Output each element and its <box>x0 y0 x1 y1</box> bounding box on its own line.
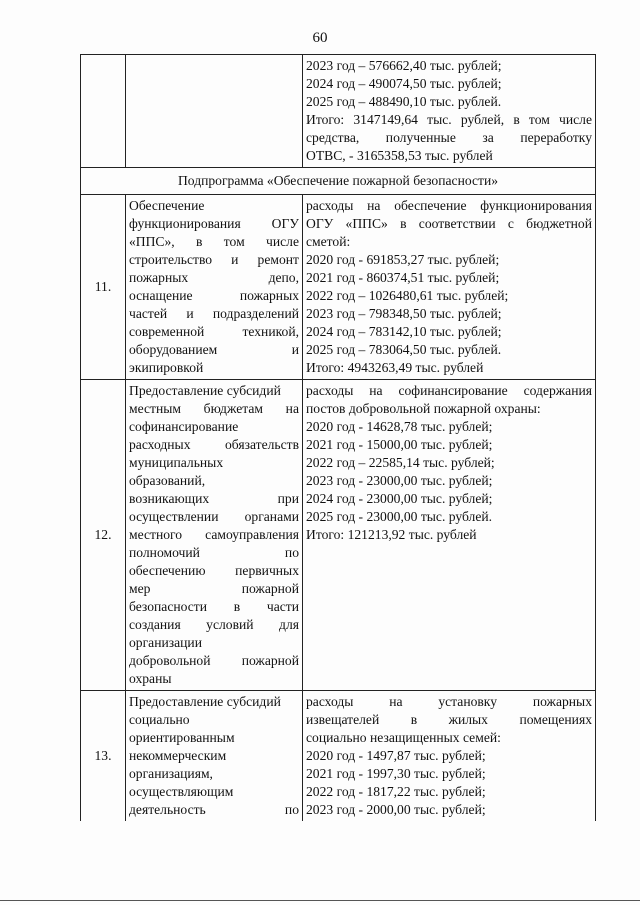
measure-name-cell <box>126 195 303 380</box>
name-line: Предоставление субсидий <box>129 383 281 398</box>
name-line: безопасности в части <box>129 599 299 614</box>
measure-name-cell <box>126 380 303 691</box>
financing-line: 2022 год – 22585,14 тыс. рублей; <box>306 455 495 470</box>
name-line: социально <box>129 712 190 727</box>
financing-line: постов добровольной пожарной охраны: <box>306 401 541 416</box>
name-line: Предоставление субсидий <box>129 694 281 709</box>
page-bottom-edge <box>0 900 640 901</box>
program-table <box>80 54 596 821</box>
name-line: мер пожарной <box>129 581 299 596</box>
financing-line: расходы на софинансирование содержания <box>306 383 592 398</box>
financing-line: сметой: <box>306 234 351 249</box>
measure-name-cell <box>126 691 303 822</box>
name-line: добровольной пожарной <box>129 653 299 668</box>
name-line: ориентированным <box>129 730 235 745</box>
financing-line: 2025 год – 488490,10 тыс. рублей. <box>306 94 502 109</box>
name-line: местным бюджетам на <box>129 401 299 416</box>
financing-line: средства, полученные за переработку <box>306 130 592 145</box>
financing-cell <box>303 691 596 822</box>
name-line: расходных обязательств <box>129 437 299 452</box>
financing-line: 2022 год - 1817,22 тыс. рублей; <box>306 784 486 799</box>
name-line: оснащение пожарных <box>129 288 299 303</box>
name-line: осуществлении органами <box>129 509 299 524</box>
table-row <box>81 380 596 691</box>
name-line: «ППС», в том числе <box>129 234 299 249</box>
row-number-cell <box>81 55 126 168</box>
financing-line: 2024 год – 490074,50 тыс. рублей; <box>306 76 502 91</box>
row-number-cell: 13. <box>81 691 126 822</box>
name-line: пожарных депо, <box>129 270 299 285</box>
name-line: охраны <box>129 671 172 686</box>
name-line: создания условий для <box>129 617 299 632</box>
row-number-cell: 11. <box>81 195 126 380</box>
subprogram-title: Подпрограмма «Обеспечение пожарной безопасности» <box>81 168 596 195</box>
measure-name-cell <box>126 55 303 168</box>
table-row <box>81 691 596 822</box>
financing-line: Итого: 121213,92 тыс. рублей <box>306 527 477 542</box>
name-line: возникающих при <box>129 491 299 506</box>
financing-line: 2024 год - 23000,00 тыс. рублей; <box>306 491 493 506</box>
financing-line: Итого: 3147149,64 тыс. рублей, в том числе <box>306 112 592 127</box>
financing-line: 2023 год – 798348,50 тыс. рублей; <box>306 306 502 321</box>
financing-cell <box>303 55 596 168</box>
financing-line: 2025 год – 783064,50 тыс. рублей. <box>306 342 502 357</box>
financing-line: 2021 год - 860374,51 тыс. рублей; <box>306 270 500 285</box>
financing-line: 2023 год - 23000,00 тыс. рублей; <box>306 473 493 488</box>
name-line: современной техникой, <box>129 324 299 339</box>
financing-line: 2024 год – 783142,10 тыс. рублей; <box>306 324 502 339</box>
financing-line: 2023 год - 2000,00 тыс. рублей; <box>306 802 486 817</box>
name-line: Обеспечение <box>129 198 205 213</box>
name-line: некоммерческим <box>129 748 227 763</box>
name-line: организациям, <box>129 766 213 781</box>
financing-cell <box>303 195 596 380</box>
name-line: обеспечению первичных <box>129 563 299 578</box>
name-line: образований, <box>129 473 206 488</box>
financing-line: расходы на обеспечение функционирования <box>306 198 592 213</box>
financing-line: ОТВС, - 3165358,53 тыс. рублей <box>306 148 493 163</box>
financing-line: социально незащищенных семей: <box>306 730 501 745</box>
table-row <box>81 195 596 380</box>
name-line: экипировкой <box>129 360 204 375</box>
name-line: организации <box>129 635 202 650</box>
page-number: 60 <box>312 30 328 46</box>
name-line: деятельность по <box>129 802 299 817</box>
subprogram-row <box>81 168 596 195</box>
name-line: муниципальных <box>129 455 224 470</box>
financing-line: 2021 год - 15000,00 тыс. рублей; <box>306 437 493 452</box>
financing-line: 2020 год - 1497,87 тыс. рублей; <box>306 748 486 763</box>
financing-line: 2020 год - 691853,27 тыс. рублей; <box>306 252 500 267</box>
financing-cell <box>303 380 596 691</box>
financing-line: Итого: 4943263,49 тыс. рублей <box>306 360 484 375</box>
name-line: осуществляющим <box>129 784 234 799</box>
row-number-cell: 12. <box>81 380 126 691</box>
table-row <box>81 55 596 168</box>
name-line: частей и подразделений <box>129 306 299 321</box>
name-line: софинансирование <box>129 419 239 434</box>
financing-line: 2020 год - 14628,78 тыс. рублей; <box>306 419 493 434</box>
financing-line: расходы на установку пожарных <box>306 694 592 709</box>
name-line: полномочий по <box>129 545 299 560</box>
financing-line: 2025 год - 23000,00 тыс. рублей. <box>306 509 493 524</box>
financing-line: 2023 год – 576662,40 тыс. рублей; <box>306 58 502 73</box>
name-line: строительство и ремонт <box>129 252 299 267</box>
financing-line: ОГУ «ППС» в соответствии с бюджетной <box>306 216 592 231</box>
financing-line: 2021 год - 1997,30 тыс. рублей; <box>306 766 486 781</box>
financing-line: 2022 год – 1026480,61 тыс. рублей; <box>306 288 509 303</box>
financing-line: извещателей в жилых помещениях <box>306 712 592 727</box>
name-line: функционирования ОГУ <box>129 216 299 231</box>
name-line: местного самоуправления <box>129 527 299 542</box>
name-line: оборудованием и <box>129 342 299 357</box>
